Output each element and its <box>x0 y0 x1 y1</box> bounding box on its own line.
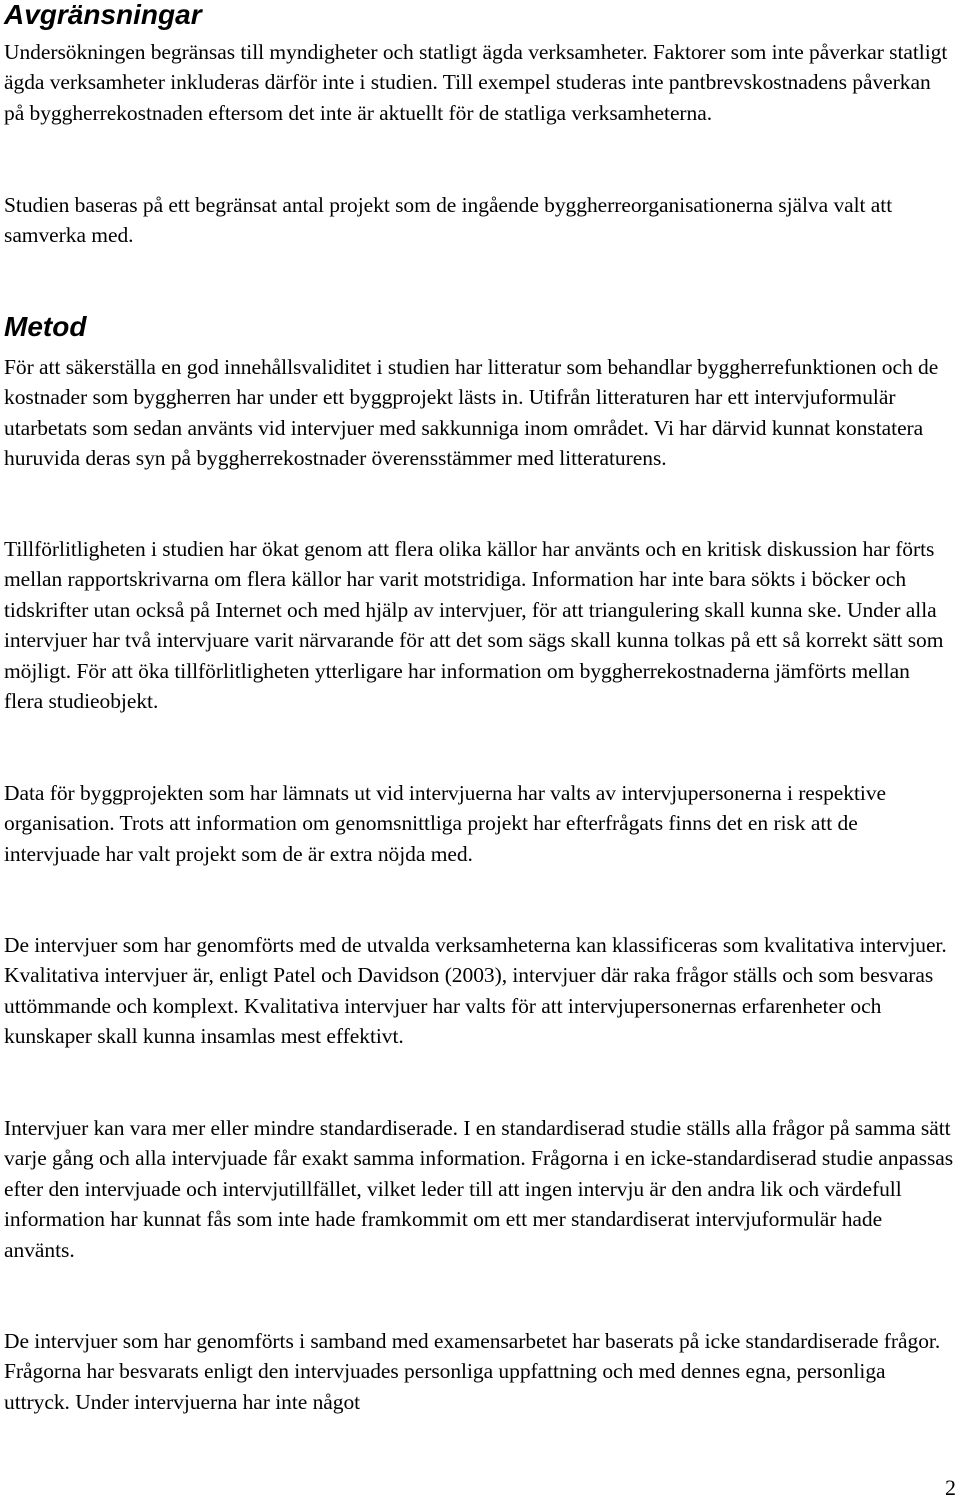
paragraph-avgransningar-1: Undersökningen begränsas till myndigheter och statligt ägda verksamheter. Faktorer som inte påverkar statligt ägda verksamheter inkluderas därför inte i studien. Till exempel studeras inte pantbrevskostnadens påverkan på byggherrekostnaden eftersom det inte är aktuellt för de statliga verksamheterna. <box>4 40 948 125</box>
heading-avgransningar: Avgränsningar <box>4 0 202 30</box>
paragraph-metod-5: Intervjuer kan vara mer eller mindre standardiserade. I en standardiserad studie ställs alla frågor på samma sätt varje gång och alla intervjuade får exakt samma information. Frågorna i en icke-standardiserad studie anpassas efter den intervjuade och intervjutillfället, vilket leder till att ingen intervju är den andra lik och värdefull information har kunnat fås som inte hade framkommit om ett mer standardiserat intervjuformulär hade använts. <box>4 1116 954 1262</box>
paragraph-metod-2: Tillförlitligheten i studien har ökat genom att flera olika källor har använts och en kritisk diskussion har förts mellan rapportskrivarna om flera källor har varit motstridiga. Information har inte bara sökts i böcker och tidskrifter utan också på Internet och med hjälp av intervjuer, för att triangulering skall kunna ske. Under alla intervjuer har två intervjuare varit närvarande för att det som sägs skall kunna tolkas på ett så korrekt sätt som möjligt. För att öka tillförlitligheten ytterligare har information om byggherrekostnaderna jämförts mellan flera studieobjekt. <box>4 537 944 714</box>
page-number: 2 <box>945 1475 956 1500</box>
paragraph-avgransningar-2: Studien baseras på ett begränsat antal projekt som de ingående byggherreorganisationerna själva valt att samverka med. <box>4 193 893 248</box>
paragraph-metod-3: Data för byggprojekten som har lämnats ut vid intervjuerna har valts av intervjupersonerna i respektive organisation. Trots att information om genomsnittliga projekt har efterfrågats finns det en risk att de intervjuade har valt projekt som de är extra nöjda med. <box>4 781 887 866</box>
heading-metod: Metod <box>4 311 87 342</box>
paragraph-metod-1: För att säkerställa en god innehållsvaliditet i studien har litteratur som behandlar byggherrefunktionen och de kostnader som byggherren har under ett byggprojekt lästs in. Utifrån litteraturen har ett intervjuformulär utarbetats som sedan använts vid intervjuer med sakkunniga inom området. Vi har därvid kunnat konstatera huruvida deras syn på byggherrekostnader överensstämmer med litteraturens. <box>4 355 939 471</box>
paragraph-metod-4: De intervjuer som har genomförts med de utvalda verksamheterna kan klassificeras som kvalitativa intervjuer. Kvalitativa intervjuer är, enligt Patel och Davidson (2003), intervjuer där raka frågor ställs och som besvaras uttömmande och komplext. Kvalitativa intervjuer har valts för att intervjupersonernas erfarenheter och kunskaper skall kunna insamlas mest effektivt. <box>4 933 947 1049</box>
paragraph-metod-6: De intervjuer som har genomförts i samband med examensarbetet har baserats på icke standardiserade frågor. Frågorna har besvarats enligt den intervjuades personliga uppfattning och med dennes egna, personliga uttryck. Under intervjuerna har inte något <box>4 1329 941 1414</box>
